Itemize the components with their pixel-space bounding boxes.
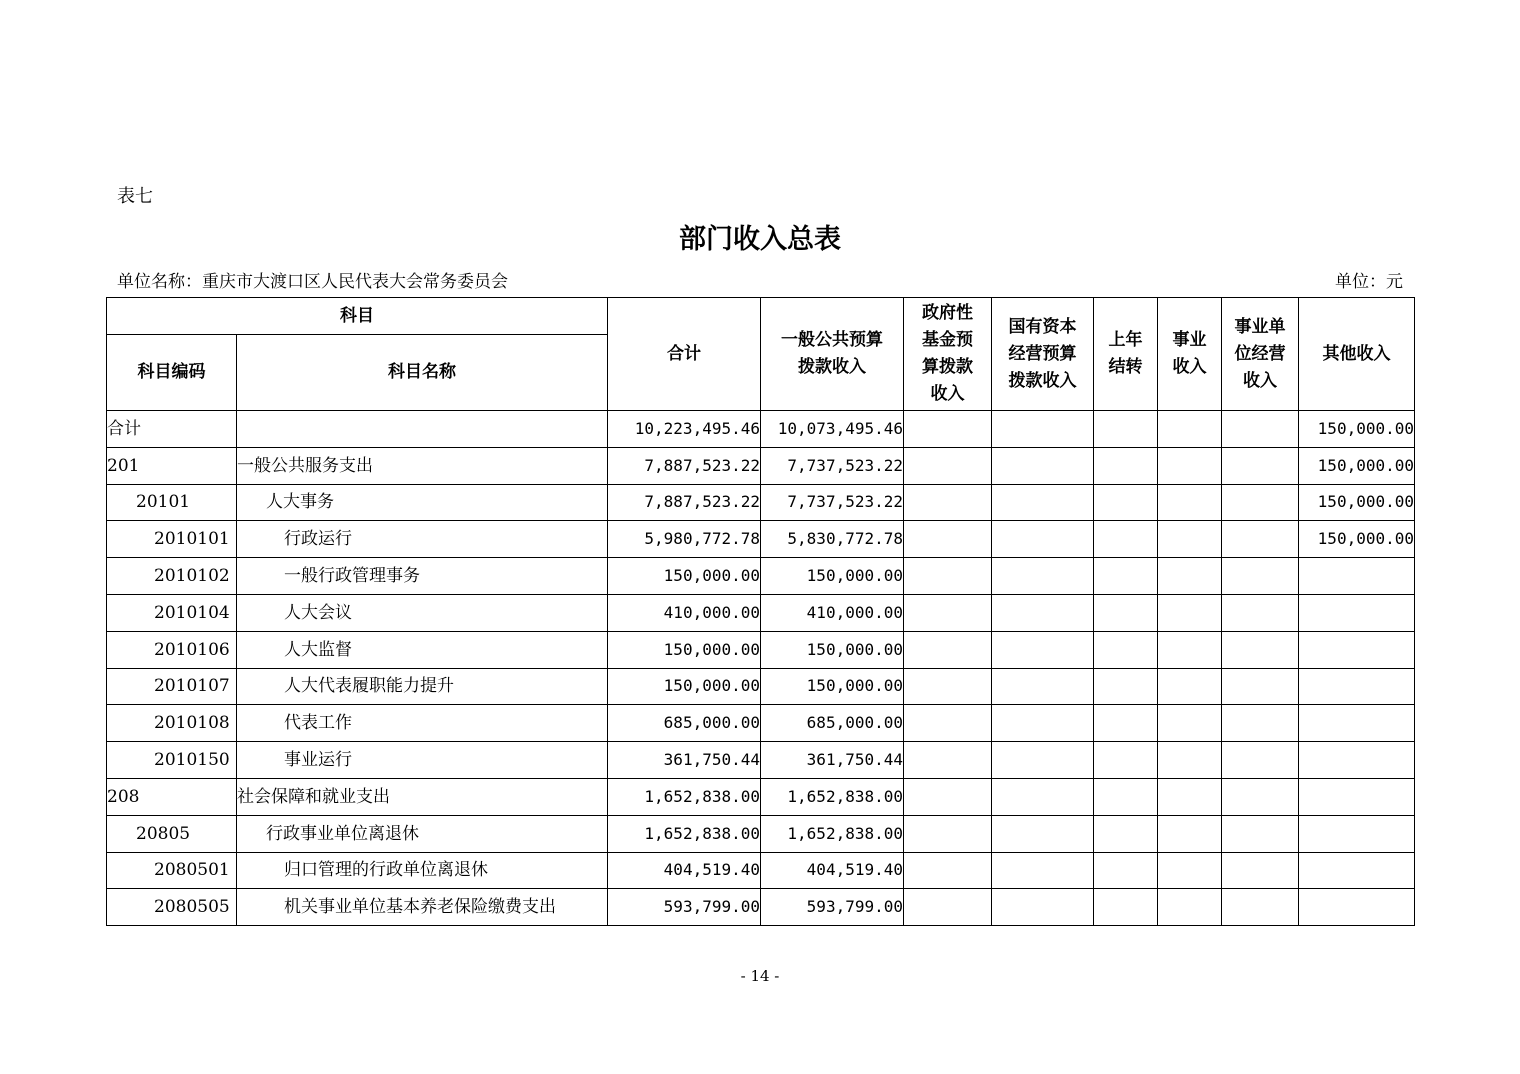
cell-code: 2080505 xyxy=(107,889,237,926)
cell-gov-fund xyxy=(904,889,992,926)
cell-business-unit-ops xyxy=(1222,889,1299,926)
page-number: - 14 - xyxy=(740,967,780,985)
cell-general-budget: 361,750.44 xyxy=(761,742,904,779)
header-business-income: 事业收入 xyxy=(1158,298,1222,411)
cell-state-capital xyxy=(992,447,1094,484)
cell-state-capital xyxy=(992,631,1094,668)
cell-other-income: 150,000.00 xyxy=(1299,484,1415,521)
cell-gov-fund xyxy=(904,778,992,815)
cell-carryover xyxy=(1094,889,1158,926)
cell-name xyxy=(237,411,608,448)
header-business-unit-ops: 事业单位经营收入 xyxy=(1222,298,1299,411)
cell-gov-fund xyxy=(904,705,992,742)
cell-business-unit-ops xyxy=(1222,484,1299,521)
cell-business-income xyxy=(1158,889,1222,926)
cell-general-budget: 1,652,838.00 xyxy=(761,815,904,852)
cell-total: 410,000.00 xyxy=(608,594,761,631)
cell-total: 150,000.00 xyxy=(608,558,761,595)
table-label: 表七 xyxy=(117,186,153,207)
cell-carryover xyxy=(1094,852,1158,889)
cell-gov-fund xyxy=(904,521,992,558)
table-row xyxy=(107,521,1415,558)
cell-name: 机关事业单位基本养老保险缴费支出 xyxy=(237,889,608,926)
table-row xyxy=(107,447,1415,484)
table-row xyxy=(107,815,1415,852)
cell-general-budget: 593,799.00 xyxy=(761,889,904,926)
cell-business-income xyxy=(1158,668,1222,705)
cell-business-income xyxy=(1158,558,1222,595)
cell-code: 2010150 xyxy=(107,742,237,779)
cell-name: 行政运行 xyxy=(237,521,608,558)
cell-carryover xyxy=(1094,411,1158,448)
cell-general-budget: 150,000.00 xyxy=(761,631,904,668)
cell-state-capital xyxy=(992,852,1094,889)
header-name: 科目名称 xyxy=(237,335,608,411)
cell-total: 10,223,495.46 xyxy=(608,411,761,448)
cell-business-income xyxy=(1158,778,1222,815)
cell-gov-fund xyxy=(904,631,992,668)
cell-other-income: 150,000.00 xyxy=(1299,521,1415,558)
table-row xyxy=(107,558,1415,595)
cell-business-unit-ops xyxy=(1222,778,1299,815)
cell-name: 代表工作 xyxy=(237,705,608,742)
cell-state-capital xyxy=(992,889,1094,926)
cell-gov-fund xyxy=(904,484,992,521)
cell-state-capital xyxy=(992,815,1094,852)
cell-code: 2010107 xyxy=(107,668,237,705)
cell-code: 2010104 xyxy=(107,594,237,631)
cell-business-unit-ops xyxy=(1222,558,1299,595)
cell-code: 2010102 xyxy=(107,558,237,595)
table-row xyxy=(107,668,1415,705)
cell-gov-fund xyxy=(904,558,992,595)
cell-state-capital xyxy=(992,778,1094,815)
cell-code: 201 xyxy=(107,447,237,484)
cell-general-budget: 410,000.00 xyxy=(761,594,904,631)
cell-carryover xyxy=(1094,742,1158,779)
cell-general-budget: 10,073,495.46 xyxy=(761,411,904,448)
cell-total: 1,652,838.00 xyxy=(608,778,761,815)
table-row-total xyxy=(107,411,1415,448)
cell-name: 事业运行 xyxy=(237,742,608,779)
cell-other-income: 150,000.00 xyxy=(1299,411,1415,448)
cell-code: 2010106 xyxy=(107,631,237,668)
cell-gov-fund xyxy=(904,411,992,448)
table-row xyxy=(107,484,1415,521)
header-code: 科目编码 xyxy=(107,335,237,411)
cell-business-unit-ops xyxy=(1222,705,1299,742)
cell-carryover xyxy=(1094,705,1158,742)
cell-carryover xyxy=(1094,778,1158,815)
table-row xyxy=(107,594,1415,631)
table-row xyxy=(107,631,1415,668)
cell-general-budget: 7,737,523.22 xyxy=(761,484,904,521)
header-total: 合计 xyxy=(608,298,761,411)
cell-business-unit-ops xyxy=(1222,668,1299,705)
cell-business-unit-ops xyxy=(1222,521,1299,558)
cell-total: 685,000.00 xyxy=(608,705,761,742)
unit-currency: 单位：元 xyxy=(1335,272,1403,292)
cell-state-capital xyxy=(992,558,1094,595)
cell-business-income xyxy=(1158,815,1222,852)
cell-code: 20101 xyxy=(107,484,237,521)
cell-business-unit-ops xyxy=(1222,411,1299,448)
cell-state-capital xyxy=(992,668,1094,705)
cell-other-income: 150,000.00 xyxy=(1299,447,1415,484)
cell-carryover xyxy=(1094,815,1158,852)
cell-code: 2010108 xyxy=(107,705,237,742)
table-row xyxy=(107,778,1415,815)
cell-business-unit-ops xyxy=(1222,742,1299,779)
cell-total: 7,887,523.22 xyxy=(608,484,761,521)
cell-general-budget: 7,737,523.22 xyxy=(761,447,904,484)
income-summary-table xyxy=(106,297,1415,926)
cell-other-income xyxy=(1299,631,1415,668)
cell-general-budget: 1,652,838.00 xyxy=(761,778,904,815)
cell-name: 人大会议 xyxy=(237,594,608,631)
cell-business-income xyxy=(1158,742,1222,779)
header-other-income: 其他收入 xyxy=(1299,298,1415,411)
header-subject: 科目 xyxy=(107,298,608,335)
table-row xyxy=(107,889,1415,926)
cell-total: 5,980,772.78 xyxy=(608,521,761,558)
cell-other-income xyxy=(1299,558,1415,595)
cell-code: 合计 xyxy=(107,411,237,448)
cell-other-income xyxy=(1299,668,1415,705)
cell-gov-fund xyxy=(904,852,992,889)
header-general-budget: 一般公共预算拨款收入 xyxy=(761,298,904,411)
cell-code: 208 xyxy=(107,778,237,815)
cell-state-capital xyxy=(992,742,1094,779)
cell-general-budget: 404,519.40 xyxy=(761,852,904,889)
header-carryover: 上年结转 xyxy=(1094,298,1158,411)
cell-total: 361,750.44 xyxy=(608,742,761,779)
cell-total: 150,000.00 xyxy=(608,631,761,668)
cell-name: 人大监督 xyxy=(237,631,608,668)
cell-code: 2010101 xyxy=(107,521,237,558)
header-gov-fund: 政府性基金预算拨款收入 xyxy=(904,298,992,411)
cell-carryover xyxy=(1094,558,1158,595)
cell-other-income xyxy=(1299,852,1415,889)
cell-total: 150,000.00 xyxy=(608,668,761,705)
cell-business-income xyxy=(1158,631,1222,668)
table-row xyxy=(107,742,1415,779)
cell-business-income xyxy=(1158,705,1222,742)
cell-name: 归口管理的行政单位离退休 xyxy=(237,852,608,889)
cell-gov-fund xyxy=(904,742,992,779)
cell-name: 一般公共服务支出 xyxy=(237,447,608,484)
cell-business-income xyxy=(1158,521,1222,558)
table-row xyxy=(107,705,1415,742)
cell-state-capital xyxy=(992,484,1094,521)
cell-name: 社会保障和就业支出 xyxy=(237,778,608,815)
cell-other-income xyxy=(1299,705,1415,742)
cell-business-unit-ops xyxy=(1222,447,1299,484)
cell-general-budget: 5,830,772.78 xyxy=(761,521,904,558)
unit-name: 单位名称：重庆市大渡口区人民代表大会常务委员会 xyxy=(117,272,508,292)
cell-other-income xyxy=(1299,742,1415,779)
cell-gov-fund xyxy=(904,815,992,852)
cell-code: 20805 xyxy=(107,815,237,852)
cell-state-capital xyxy=(992,521,1094,558)
cell-other-income xyxy=(1299,778,1415,815)
cell-business-income xyxy=(1158,594,1222,631)
cell-carryover xyxy=(1094,631,1158,668)
cell-other-income xyxy=(1299,815,1415,852)
cell-name: 行政事业单位离退休 xyxy=(237,815,608,852)
cell-total: 1,652,838.00 xyxy=(608,815,761,852)
cell-carryover xyxy=(1094,521,1158,558)
cell-gov-fund xyxy=(904,447,992,484)
cell-other-income xyxy=(1299,889,1415,926)
cell-total: 593,799.00 xyxy=(608,889,761,926)
cell-business-income xyxy=(1158,484,1222,521)
cell-general-budget: 150,000.00 xyxy=(761,668,904,705)
cell-name: 人大事务 xyxy=(237,484,608,521)
cell-business-unit-ops xyxy=(1222,852,1299,889)
cell-business-income xyxy=(1158,447,1222,484)
cell-carryover xyxy=(1094,594,1158,631)
cell-total: 404,519.40 xyxy=(608,852,761,889)
cell-business-unit-ops xyxy=(1222,815,1299,852)
cell-general-budget: 150,000.00 xyxy=(761,558,904,595)
page-title: 部门收入总表 xyxy=(679,224,841,255)
cell-business-unit-ops xyxy=(1222,631,1299,668)
cell-state-capital xyxy=(992,594,1094,631)
cell-state-capital xyxy=(992,411,1094,448)
cell-gov-fund xyxy=(904,668,992,705)
cell-carryover xyxy=(1094,447,1158,484)
cell-carryover xyxy=(1094,668,1158,705)
cell-business-income xyxy=(1158,411,1222,448)
cell-general-budget: 685,000.00 xyxy=(761,705,904,742)
cell-state-capital xyxy=(992,705,1094,742)
cell-other-income xyxy=(1299,594,1415,631)
header-state-capital: 国有资本经营预算拨款收入 xyxy=(992,298,1094,411)
cell-name: 一般行政管理事务 xyxy=(237,558,608,595)
cell-business-income xyxy=(1158,852,1222,889)
cell-name: 人大代表履职能力提升 xyxy=(237,668,608,705)
cell-carryover xyxy=(1094,484,1158,521)
cell-code: 2080501 xyxy=(107,852,237,889)
cell-gov-fund xyxy=(904,594,992,631)
cell-business-unit-ops xyxy=(1222,594,1299,631)
table-row xyxy=(107,852,1415,889)
cell-total: 7,887,523.22 xyxy=(608,447,761,484)
